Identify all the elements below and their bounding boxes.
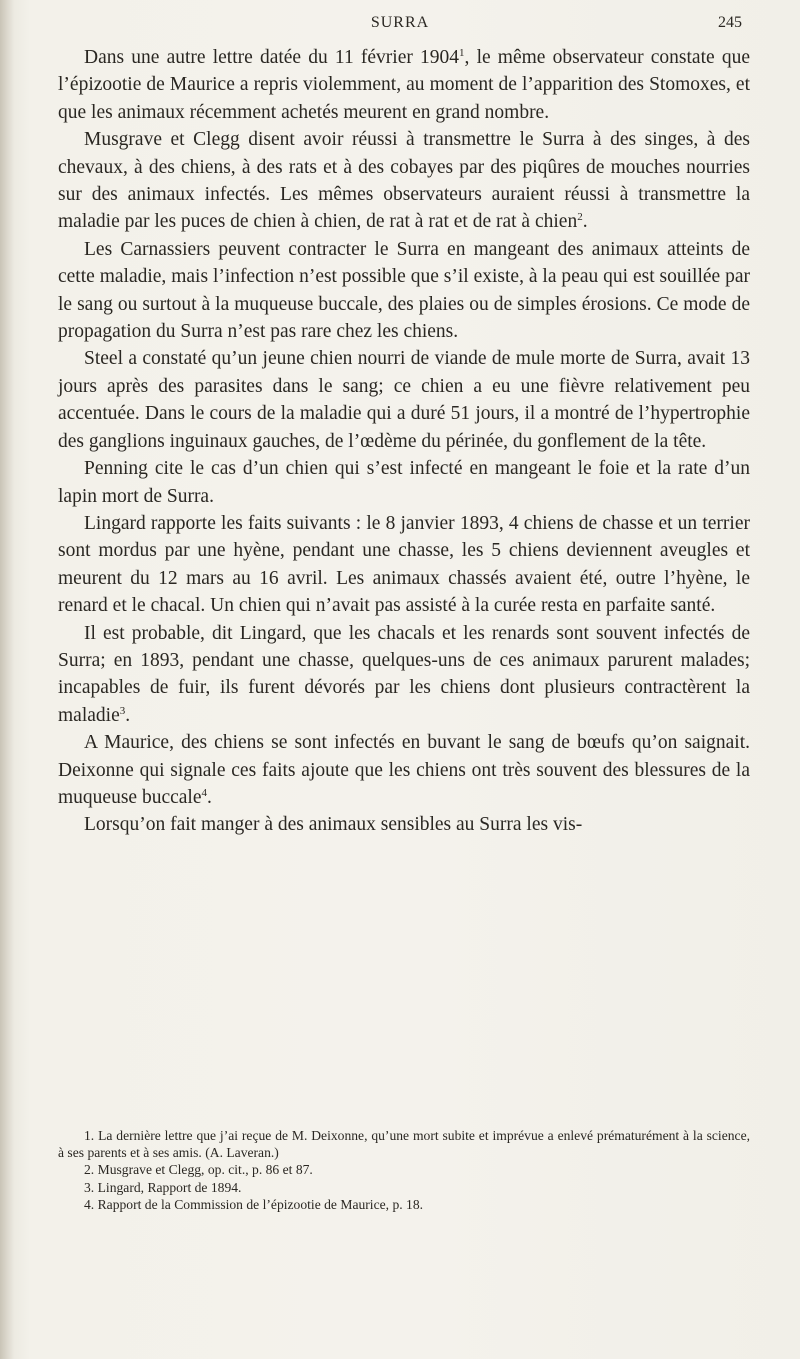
running-title: SURRA — [370, 14, 430, 31]
paragraph — [58, 236, 750, 346]
paragraph-text-continued: , le même observateur constate que l’épizootie de Maurice a repris violemment, au moment de l’apparition des Stomoxes, et que les animaux récemment achetés meurent en grand nombre. — [58, 47, 750, 123]
paragraph-text-continued: . — [125, 704, 131, 726]
footnote-reference: 1 — [459, 47, 465, 59]
paragraph-text: Dans une autre lettre datée du 11 février 1904 — [84, 47, 460, 68]
paragraph-text: Lingard rapporte les faits suivants : le 8 janvier 1893, 4 chiens de chasse et un terrier sont mordus par une hyène, pendant une chasse, les 5 chiens deviennent aveugles et meurent du 12 mars au 16 avril. Les animaux chassés avaient été, outre l’hyène, le renard et le chacal. Un chien qui n’avait pas assisté à la curée resta en parfaite santé. — [58, 512, 750, 617]
footnote — [58, 1196, 750, 1213]
footnote-reference: 2 — [577, 211, 583, 224]
paragraph-text: Penning cite le cas d’un chien qui s’est infecté en mangeant le foie et la rate d’un lapin mort de Surra. — [58, 458, 750, 507]
paragraph-text: Musgrave et Clegg disent avoir réussi à transmettre le Surra à des singes, à des chevaux, à des chiens, à des rats et à des cobayes par des piqûres de mouches nourries sur des animaux infectés. Les mêmes observateurs auraient réussi à transmettre la maladie par les puces de chien à chien, de rat à rat et de rat à chien — [58, 129, 750, 233]
footnote-number: 3. — [84, 1179, 95, 1195]
footnote-text: La dernière lettre que j’ai reçue de M. Deixonne, qu’une mort subite et imprévue a enlevé prématurément à la science, à ses parents et à ses amis. (A. Laveran.) — [58, 1128, 750, 1161]
page-header — [50, 14, 750, 40]
footnote-text: Musgrave et Clegg, op. cit., p. 86 et 87. — [97, 1162, 313, 1178]
paragraph — [58, 620, 750, 730]
footnote-text: Rapport de la Commission de l’épizootie de Maurice, p. 18. — [97, 1196, 424, 1212]
page-number: 245 — [718, 14, 742, 31]
body-text — [58, 44, 750, 839]
paragraph — [58, 44, 750, 126]
footnote — [58, 1179, 750, 1196]
paragraph — [58, 811, 750, 838]
paragraph-text: Steel a constaté qu’un jeune chien nourri de viande de mule morte de Surra, avait 13 jours après des parasites dans le sang; ce chien a eu une fièvre relativement peu accentuée. Dans le cours de la maladie qui a duré 51 jours, il a montré de l’hypertrophie des ganglions inguinaux gauches, de l’œdème du périnée, du gonflement de la tête. — [58, 348, 750, 452]
paragraph-text: Lorsqu’on fait manger à des animaux sensibles au Surra les vis- — [84, 814, 583, 836]
paragraph — [58, 126, 750, 236]
paragraph — [58, 729, 750, 811]
footnote-number: 1. — [84, 1128, 95, 1143]
paragraph — [58, 455, 750, 510]
footnote-number: 2. — [84, 1162, 95, 1178]
footnote — [58, 1127, 750, 1161]
paragraph-text-continued: . — [582, 211, 588, 233]
paragraph-text-continued: . — [206, 786, 212, 808]
paragraph-text: Il est probable, dit Lingard, que les chacals et les renards sont souvent infectés de Surra; en 1893, pendant une chasse, quelques-uns de ces animaux parurent malades; incapables de fuir, ils furent dévorés par les chiens dont plusieurs contractèrent la maladie — [58, 622, 750, 726]
paragraph-text: Les Carnassiers peuvent contracter le Surra en mangeant des animaux atteints de cette maladie, mais l’infection n’est possible que s’il existe, à la peau qui est souillée par le sang ou surtout à la muqueuse buccale, des plaies ou de simples érosions. Ce mode de propagation du Surra n’est pas rare chez les chiens. — [58, 238, 750, 343]
footnote — [58, 1161, 750, 1178]
footnote-reference: 3 — [119, 704, 126, 717]
page-gutter-shadow — [0, 0, 14, 1359]
paragraph — [58, 345, 750, 455]
footnotes — [58, 1127, 750, 1213]
footnote-number: 4. — [84, 1196, 95, 1212]
footnote-reference: 4 — [201, 786, 207, 799]
paragraph — [58, 510, 750, 620]
paragraph-text: A Maurice, des chiens se sont infectés en buvant le sang de bœufs qu’on saignait. Deixonne qui signale ces faits ajoute que les chiens ont très souvent des blessures de la muqueuse buccale — [58, 732, 750, 808]
footnote-text: Lingard, Rapport de 1894. — [97, 1179, 242, 1195]
